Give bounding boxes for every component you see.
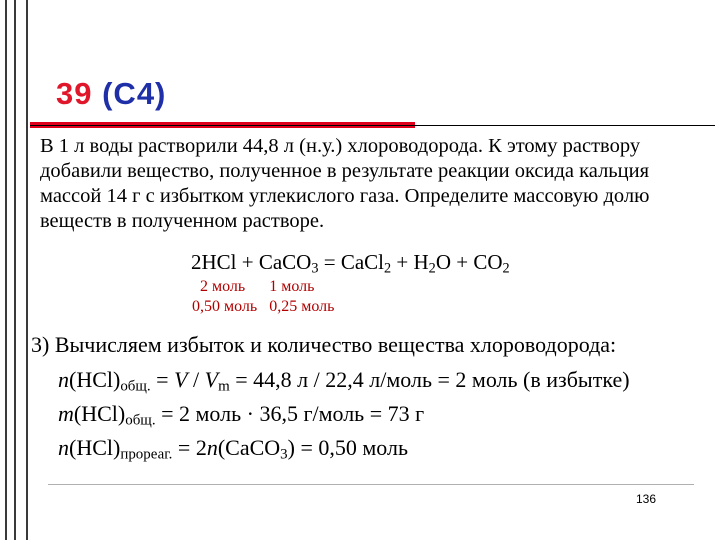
- calc-line-n-total: $n(HCl)_{общ.} = V / V_m = 44,8$ л / 22,4 л/моль = 2 моль (в избытке): [58, 367, 630, 395]
- step-heading: 3) Вычисляем избыток и количество вещества хлороводорода:: [31, 332, 617, 357]
- slide-title: [56, 76, 166, 112]
- moles-actual: 0,50 моль 0,25 моль: [192, 298, 335, 315]
- left-decor-line: [5, 0, 7, 540]
- footer-divider: [48, 484, 694, 485]
- left-decor-bar: [14, 0, 28, 540]
- calc-line-n-reacted: $n(HCl)_{прореаг.}$ = 2n(CaCO$_3$) = 0,50 моль: [58, 435, 409, 463]
- title-code: (C4): [102, 76, 167, 111]
- title-underline: [30, 125, 715, 126]
- reaction-equation: 2HCl + CaCO$_3$ = CaCl$_2$ + $H_2O + CO_2$: [191, 250, 510, 277]
- title-number: 39: [56, 76, 93, 111]
- page-number: 136: [636, 492, 657, 506]
- calc-line-m-total: $m(HCl)_{общ.} = 2$ моль · 36,5 г/моль = 73 г: [58, 401, 425, 429]
- moles-stoichiometric: 2 моль 1 моль: [200, 278, 315, 295]
- problem-text: В 1 л воды растворили 44,8 л (н.у.) хлороводорода. К этому раствору добавили вещество, полученное в результате реакции оксида кальция массой 14 г с избытком углекислого газа. Определите массовую долю веществ в полученном растворе.: [40, 135, 650, 232]
